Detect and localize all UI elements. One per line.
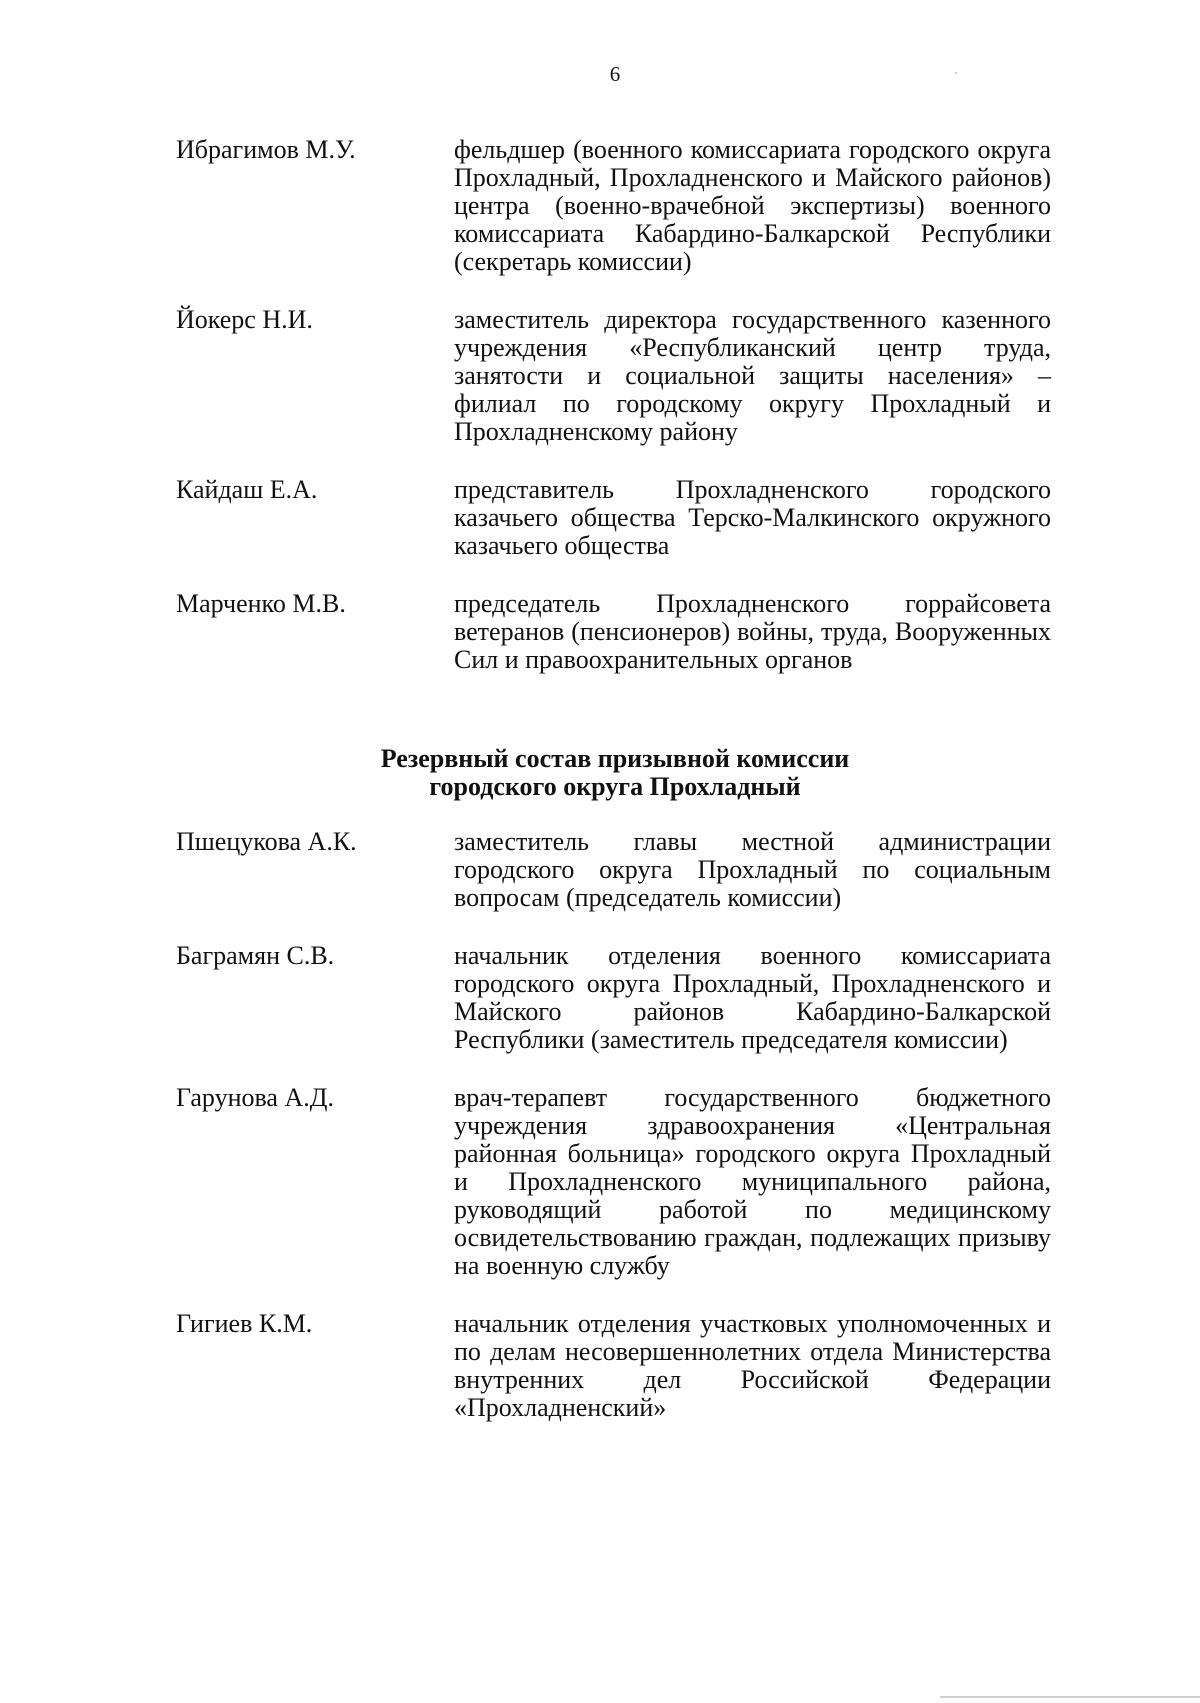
main-members-list	[176, 136, 1051, 674]
member-row	[176, 476, 1051, 560]
member-role: фельдшер (военного комиссариата городского округа Прохладный, Прохладненского и Майского районов) центра (военно-врачебной экспертизы) военного комиссариата Кабардино-Балкарской Республики (секретарь комиссии)	[454, 135, 1051, 276]
member-name: Гарунова А.Д.	[176, 1083, 334, 1112]
member-role: начальник отделения военного комиссариата городского округа Прохладный, Прохладненского и Майского районов Кабардино-Балкарской Республики (заместитель председателя комиссии)	[454, 941, 1051, 1054]
member-row	[176, 1310, 1051, 1422]
page-number: 6	[609, 62, 621, 86]
member-row	[176, 590, 1051, 674]
member-name: Пшецукова А.К.	[176, 827, 357, 856]
member-role: заместитель главы местной администрации городского округа Прохладный по социальным вопросам (председатель комиссии)	[454, 827, 1051, 912]
member-row	[176, 828, 1051, 912]
heading-line-2: городского округа Прохладный	[429, 772, 801, 801]
member-row	[176, 136, 1051, 276]
scan-artifact-bottom-line	[940, 1696, 1200, 1698]
member-name: Баграмян С.В.	[176, 941, 335, 970]
scan-artifact-dot	[955, 72, 957, 74]
member-name: Марченко М.В.	[176, 589, 346, 618]
member-name: Йокерс Н.И.	[176, 305, 313, 334]
member-name: Гигиев К.М.	[176, 1309, 313, 1338]
member-role: председатель Прохладненского горрайсовета ветеранов (пенсионеров) войны, труда, Вооруженных Сил и правоохранительных органов	[454, 589, 1051, 674]
member-name: Кайдаш Е.А.	[176, 475, 318, 504]
member-name: Ибрагимов М.У.	[176, 135, 356, 164]
member-row	[176, 942, 1051, 1054]
member-role: заместитель директора государственного казенного учреждения «Республиканский центр труда, занятости и социальной защиты населения» – филиал по городскому округу Прохладный и Прохладненскому району	[454, 305, 1051, 446]
member-role: начальник отделения участковых уполномоченных и по делам несовершеннолетних отдела Министерства внутренних дел Российской Федерации «Прохладненский»	[454, 1309, 1051, 1422]
member-row	[176, 1084, 1051, 1280]
member-role: врач-терапевт государственного бюджетного учреждения здравоохранения «Центральная районная больница» городского округа Прохладный и Прохладненского муниципального района, руководящий работой по медицинскому освидетельствованию граждан, подлежащих призыву на военную службу	[454, 1083, 1051, 1280]
heading-line-1: Резервный состав призывной комиссии	[380, 744, 850, 773]
reserve-section-heading	[0, 745, 1200, 801]
reserve-members-list	[176, 828, 1051, 1422]
member-role: представитель Прохладненского городского казачьего общества Терско-Малкинского окружного казачьего общества	[454, 475, 1051, 560]
member-row	[176, 306, 1051, 446]
